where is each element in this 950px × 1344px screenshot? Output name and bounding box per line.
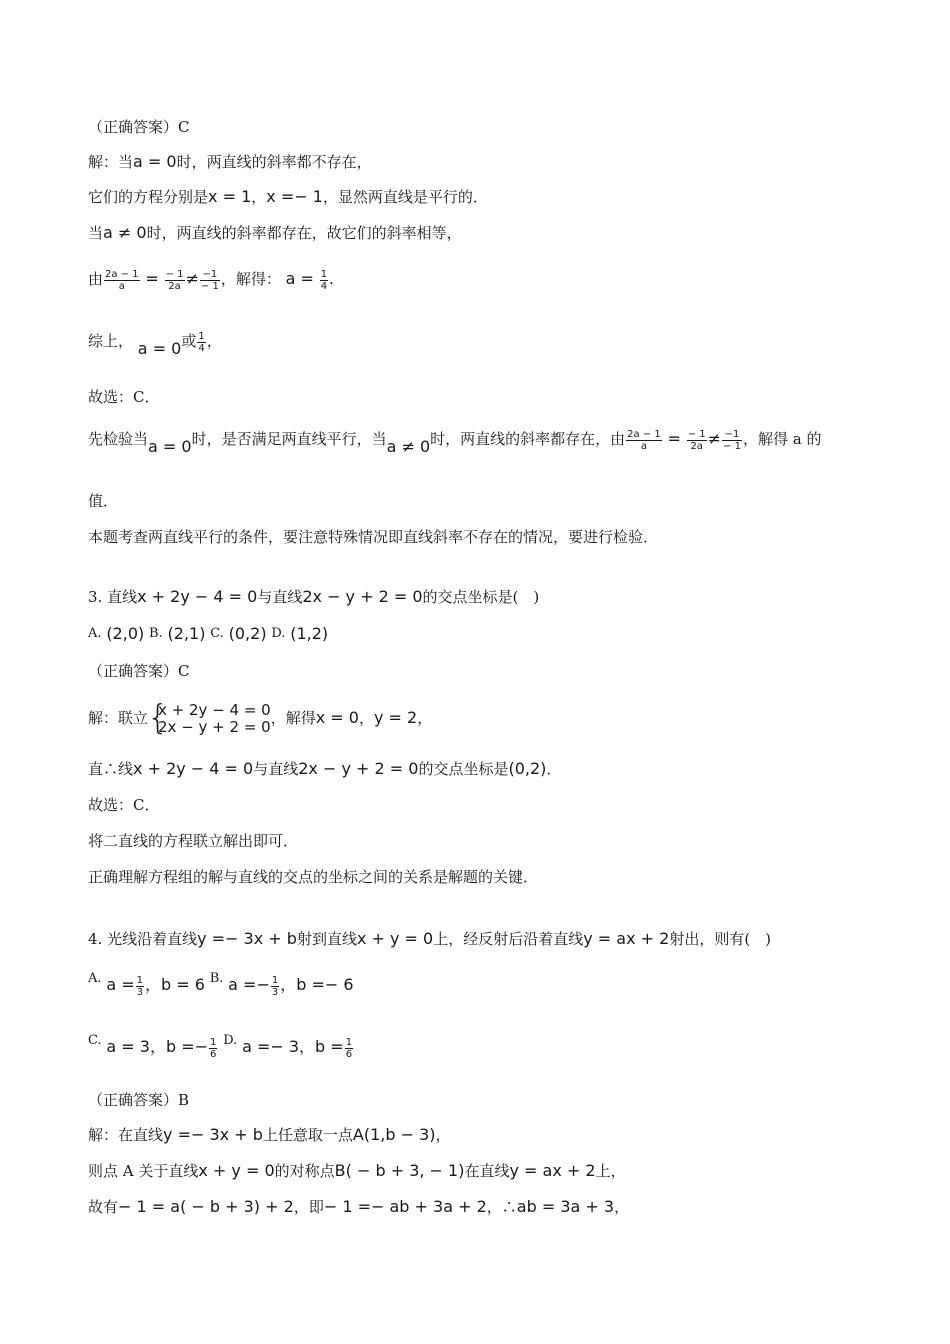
- q4-solution-line-2: 则点 A 关于直线x + y = 0的对称点B( − b + 3, − 1)在直线y = ax + 2上，: [88, 1161, 626, 1180]
- math: 2x − y + 2 = 0: [298, 759, 419, 778]
- option-d-value: (1,2): [290, 624, 329, 643]
- answer-line: [88, 116, 189, 138]
- fraction: $\frac{- 1}{2a}$: [165, 268, 184, 292]
- math: B( − b + 3, − 1): [334, 1161, 465, 1180]
- solution-line-4: 由 $\frac{2a - 1}{a}$ = $\frac{- 1}{2a}$ ≠ $\frac{-1}{- 1}$ ，解得： a = $\frac{1}{4}$ .: [88, 268, 334, 292]
- math: x + y = 0: [356, 929, 434, 948]
- math: − 1 = a( − b + 3) + 2: [118, 1197, 294, 1216]
- math: y = ax + 2: [583, 929, 670, 948]
- option-a-label: A.: [88, 971, 102, 986]
- solution-line-1: 解：当a = 0时，两直线的斜率都不存在，: [88, 152, 372, 171]
- fraction: $\frac{1}{6}$: [210, 1036, 217, 1060]
- fraction: $\frac{2a - 1}{a}$: [627, 428, 661, 452]
- fraction: $\frac{1}{6}$: [345, 1036, 353, 1060]
- math: a = 0: [137, 339, 182, 358]
- option-d-label: D.: [223, 1033, 238, 1048]
- math: A(1,b − 3): [352, 1125, 436, 1144]
- answer-line: [88, 660, 189, 682]
- option-a-label: A.: [88, 626, 102, 641]
- solution-line-3: 当a ≠ 0时，两直线的斜率都存在，故它们的斜率相等，: [88, 223, 462, 242]
- math: − 1 =− ab + 3a + 2: [323, 1197, 487, 1216]
- equation-system: { x + 2y − 4 = 0 2x − y + 2 = 0: [147, 698, 271, 738]
- solution-line-2: 它们的方程分别是x = 1，x =− 1，显然两直线是平行的．: [88, 187, 488, 206]
- math: x + y = 0: [198, 1161, 275, 1180]
- option-b-label: B.: [149, 626, 163, 641]
- math: x = 0: [315, 708, 359, 727]
- option-b-label: B.: [209, 971, 224, 986]
- answer-text: （正确答案）B: [88, 1091, 190, 1109]
- option-c-label: C.: [210, 626, 224, 641]
- fraction: $\frac{- 1}{2a}$: [687, 428, 706, 452]
- fraction: $\frac{-1}{- 1}$: [723, 428, 741, 452]
- q4-solution-line-1: 解：在直线y =− 3x + b上任意取一点A(1,b − 3)，: [88, 1125, 451, 1144]
- math: a = 0: [133, 152, 177, 171]
- math: x = 1: [208, 187, 252, 206]
- math: 2x − y + 2 = 0: [302, 587, 423, 606]
- answer-line: [88, 1089, 189, 1111]
- fraction: $\frac{-1}{- 1}$: [200, 268, 219, 292]
- choose-line: 故选：C．: [88, 388, 160, 406]
- option-a-value: (2,0): [106, 624, 145, 643]
- option-d-label: D.: [271, 626, 286, 641]
- answer-text: （正确答案）C: [88, 118, 190, 136]
- q3-comment-line: 正确理解方程组的解与直线的交点的坐标之间的关系是解题的关键．: [88, 868, 539, 886]
- math: a ≠ 0: [103, 223, 147, 242]
- math: y =− 3x + b: [197, 929, 297, 948]
- option-c-value: (0,2): [228, 624, 267, 643]
- q3-solution-line-2: 直∴线x + 2y − 4 = 0与直线2x − y + 2 = 0的交点坐标是(0,2)．: [88, 759, 562, 778]
- fraction: $\frac{1}{4}$: [198, 330, 205, 354]
- q3-method-line: 将二直线的方程联立解出即可．: [88, 832, 299, 850]
- answer-text: （正确答案）C: [88, 662, 190, 680]
- brace-icon: {: [147, 698, 169, 738]
- solution-line-5: 综上， a = 0或 $\frac{1}{4}$ ，: [88, 330, 222, 358]
- question-4-options-cd: C. a = 3，b =− $\frac{1}{6}$ D. a =− 3，b = $\frac{1}{6}$: [88, 1033, 353, 1060]
- math: y =− 3x + b: [163, 1125, 263, 1144]
- math: (0,2): [508, 759, 547, 778]
- math: a = 0: [148, 437, 192, 456]
- math: a ≠ 0: [386, 437, 431, 456]
- choose-line: 故选：C．: [88, 796, 160, 814]
- math: x + 2y − 4 = 0: [133, 759, 254, 778]
- analysis-line-2: 值．: [88, 492, 119, 510]
- question-4-stem: 4. 光线沿着直线y =− 3x + b射到直线x + y = 0上，经反射后沿着直线y = ax + 2射出，则有( ): [88, 929, 772, 948]
- question-3-stem: 3. 直线x + 2y − 4 = 0与直线2x − y + 2 = 0的交点坐标是( ): [88, 587, 540, 606]
- fraction: $\frac{2a - 1}{a}$: [105, 268, 139, 292]
- fraction: $\frac{1}{3}$: [136, 974, 143, 998]
- math: x + 2y − 4 = 0: [137, 587, 258, 606]
- q4-solution-line-3: 故有− 1 = a( − b + 3) + 2，即− 1 =− ab + 3a + 2，∴ab = 3a + 3，: [88, 1197, 630, 1216]
- math: y = 2: [373, 708, 418, 727]
- fraction: $\frac{1}{3}$: [271, 974, 279, 998]
- option-c-label: C.: [88, 1033, 102, 1048]
- fraction: $\frac{1}{4}$: [320, 268, 328, 292]
- question-3-options: [88, 623, 328, 645]
- q3-solution-line-1: 解：联立 { x + 2y − 4 = 0 2x − y + 2 = 0 ，解得x = 0，y = 2，: [88, 698, 433, 738]
- math: ab = 3a + 3: [516, 1197, 615, 1216]
- math: x =− 1: [266, 187, 323, 206]
- math: y = ax + 2: [509, 1161, 596, 1180]
- analysis-line: 先检验当a = 0时，是否满足两直线平行，当a ≠ 0时，两直线的斜率都存在，由 $\frac{2a - 1}{a}$ = $\frac{- 1}{2a}$ ≠ $\frac{-1}{- 1}$ ，解得 a 的: [88, 428, 822, 456]
- option-b-value: (2,1): [167, 624, 206, 643]
- question-4-options-ab: A. a = $\frac{1}{3}$ ，b = 6 B. a =− $\frac{1}{3}$ ，b =− 6: [88, 971, 354, 998]
- comment-line: 本题考查两直线平行的条件，要注意特殊情况即直线斜率不存在的情况，要进行检验．: [88, 528, 659, 546]
